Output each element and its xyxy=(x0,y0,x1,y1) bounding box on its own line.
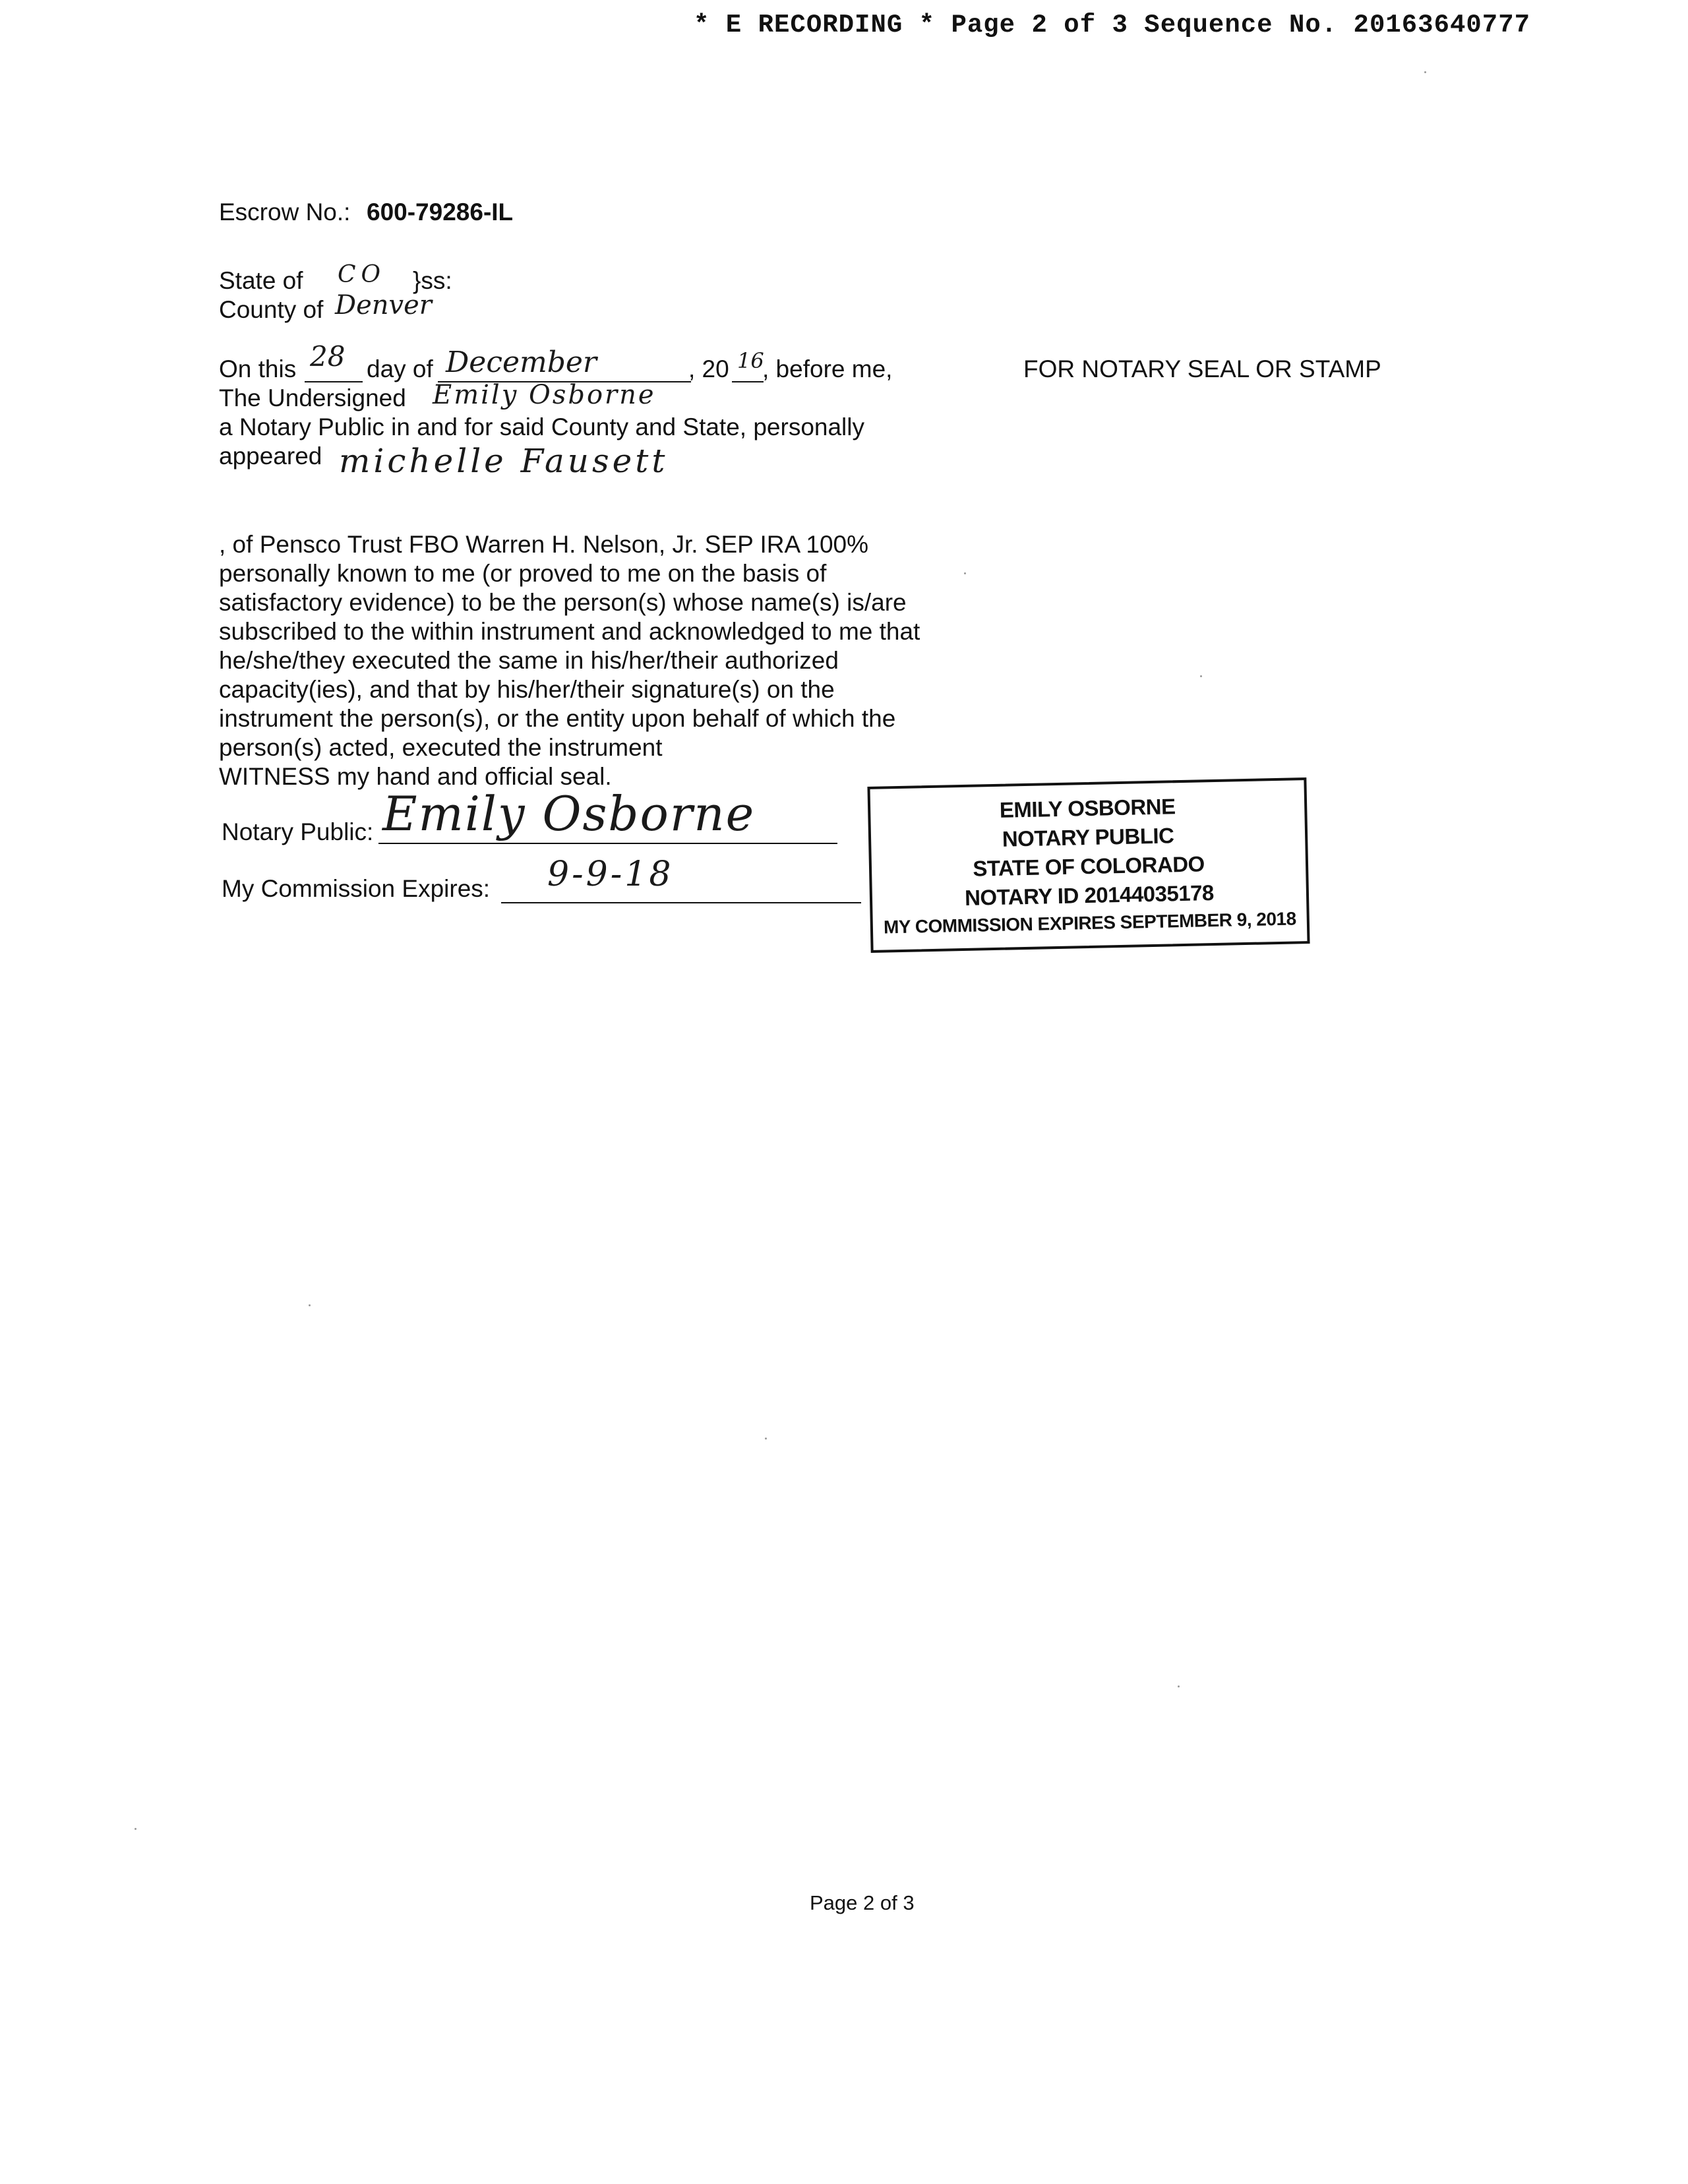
before-me-label: , before me, xyxy=(762,355,893,382)
stamp-notary-id: NOTARY ID 20144035178 xyxy=(964,880,1215,910)
appeared-value: michelle Fausett xyxy=(339,442,669,480)
notary-signature: Emily Osborne xyxy=(382,786,756,841)
ack-body-line-1: , of Pensco Trust FBO Warren H. Nelson, Jr. SEP IRA 100% xyxy=(219,531,868,558)
notary-signature-line xyxy=(378,843,837,844)
page-number: Page 2 of 3 xyxy=(810,1891,915,1914)
scan-speck xyxy=(964,572,966,574)
year-value: 16 xyxy=(737,348,764,373)
state-value: CO xyxy=(338,261,386,288)
recording-header: * E RECORDING * Page 2 of 3 Sequence No. 20163640777 xyxy=(694,11,1530,40)
ss-mark: }ss: xyxy=(413,267,452,294)
state-label: State of xyxy=(219,267,303,294)
scan-speck xyxy=(309,1304,311,1306)
scan-speck xyxy=(135,1828,136,1830)
year-underline xyxy=(732,381,764,382)
notary-public-label: Notary Public: xyxy=(222,818,374,845)
ack-body-line-7: instrument the person(s), or the entity upon behalf of which the xyxy=(219,705,896,732)
commission-line xyxy=(501,902,861,903)
day-value: 28 xyxy=(310,340,346,373)
scan-speck xyxy=(1200,675,1202,677)
month-value: December xyxy=(446,346,597,379)
stamp-title: NOTARY PUBLIC xyxy=(1002,823,1174,851)
day-of-label: day of xyxy=(367,355,433,382)
stamp-name: EMILY OSBORNE xyxy=(999,794,1176,822)
ack-body-line-9: WITNESS my hand and official seal. xyxy=(219,763,612,790)
escrow-label: Escrow No.: xyxy=(219,198,351,226)
notary-stamp xyxy=(867,777,1310,953)
commission-label: My Commission Expires: xyxy=(222,875,491,902)
scan-speck xyxy=(765,1438,767,1440)
escrow-number: 600-79286-IL xyxy=(367,198,514,226)
county-label: County of xyxy=(219,296,324,323)
undersigned-label: The Undersigned xyxy=(219,384,406,411)
ack-body-line-2: personally known to me (or proved to me on the basis of xyxy=(219,560,827,587)
day-underline xyxy=(305,381,363,382)
ack-body-line-5: he/she/they executed the same in his/her/their authorized xyxy=(219,647,839,674)
scan-speck xyxy=(1424,71,1426,73)
undersigned-value: Emily Osborne xyxy=(433,380,656,410)
ack-body-line-8: person(s) acted, executed the instrument xyxy=(219,734,663,761)
commission-value: 9-9-18 xyxy=(547,855,674,894)
stamp-state: STATE OF COLORADO xyxy=(972,851,1205,881)
appeared-label: appeared xyxy=(219,442,322,470)
notary-line: a Notary Public in and for said County and State, personally xyxy=(219,413,865,440)
year-prefix: , 20 xyxy=(688,355,729,382)
seal-label: FOR NOTARY SEAL OR STAMP xyxy=(1023,355,1381,382)
ack-body-line-4: subscribed to the within instrument and acknowledged to me that xyxy=(219,618,920,645)
on-this-label: On this xyxy=(219,355,297,382)
county-value: Denver xyxy=(335,290,432,320)
ack-body-line-3: satisfactory evidence) to be the person(s) whose name(s) is/are xyxy=(219,589,907,616)
ack-body-line-6: capacity(ies), and that by his/her/their signature(s) on the xyxy=(219,676,835,703)
stamp-commission: MY COMMISSION EXPIRES SEPTEMBER 9, 2018 xyxy=(883,908,1296,938)
scan-speck xyxy=(1178,1685,1180,1687)
